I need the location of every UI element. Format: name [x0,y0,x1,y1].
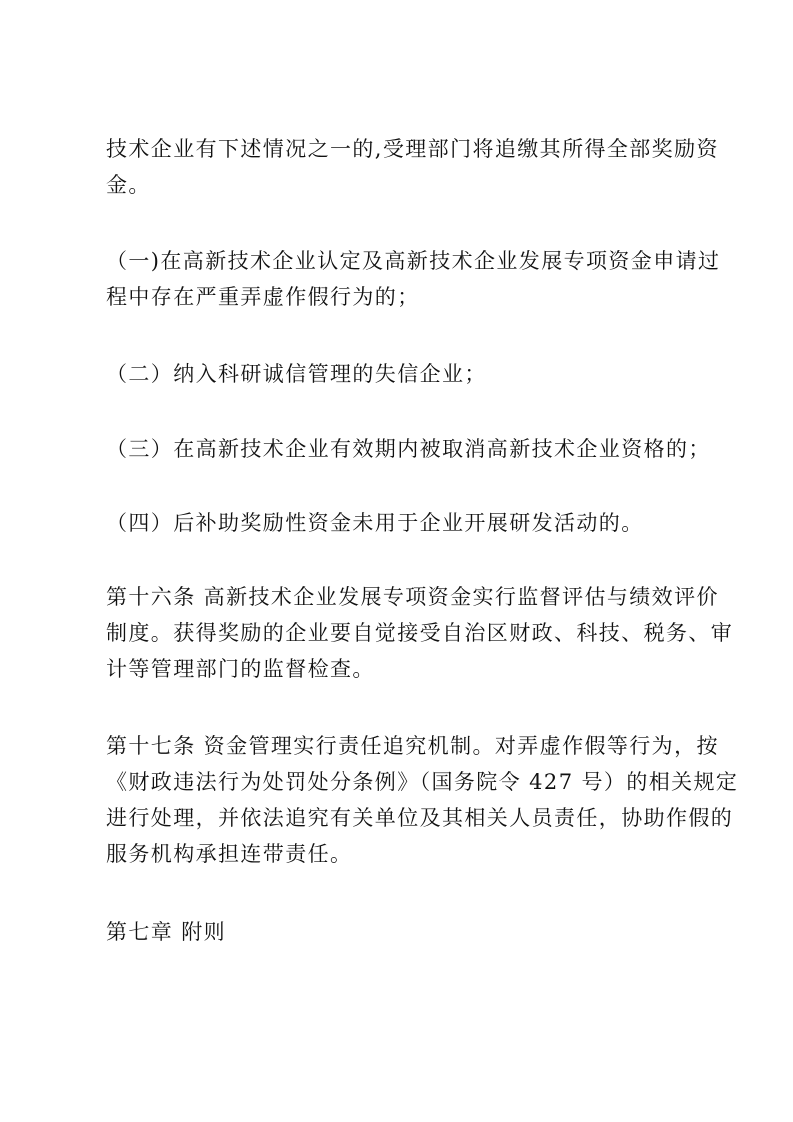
text-line: 金。 [106,173,151,197]
text-line: 《财政违法行为处罚处分条例》（国务院令 427 号）的相关规定 [106,770,739,794]
text-line: （四）后补助奖励性资金未用于企业开展研发活动的。 [106,511,644,535]
list-item-4 [106,505,698,541]
text-line: 制度。获得奖励的企业要自觉接受自治区财政、科技、税务、审 [106,621,734,645]
text-line: 进行处理，并依法追究有关单位及其相关人员责任，协助作假的 [106,806,734,830]
text-line: 程中存在严重弄虚作假行为的； [106,285,420,309]
article-16 [106,579,734,687]
list-item-1 [106,243,721,315]
text-line: 第十七条 资金管理实行责任追究机制。对弄虚作假等行为，按 [106,734,719,758]
text-line: 第七章 附则 [106,920,227,944]
text-line: （二）纳入科研诚信管理的失信企业； [106,362,487,386]
text-line: （三）在高新技术企业有效期内被取消高新技术企业资格的； [106,437,711,461]
text-line: 服务机构承担连带责任。 [106,842,353,866]
text-line: 第十六条 高新技术企业发展专项资金实行监督评估与绩效评价 [106,585,719,609]
chapter-heading [106,914,698,950]
list-item-2 [106,356,698,392]
text-line: 计等管理部门的监督检查。 [106,657,375,681]
list-item-3 [106,431,711,467]
article-17 [106,728,739,872]
text-line: （一)在高新技术企业认定及高新技术企业发展专项资金申请过 [106,249,721,273]
text-line: 技术企业有下述情况之一的,受理部门将追缴其所得全部奖励资 [106,137,719,161]
paragraph-recovery-clause [106,131,719,203]
